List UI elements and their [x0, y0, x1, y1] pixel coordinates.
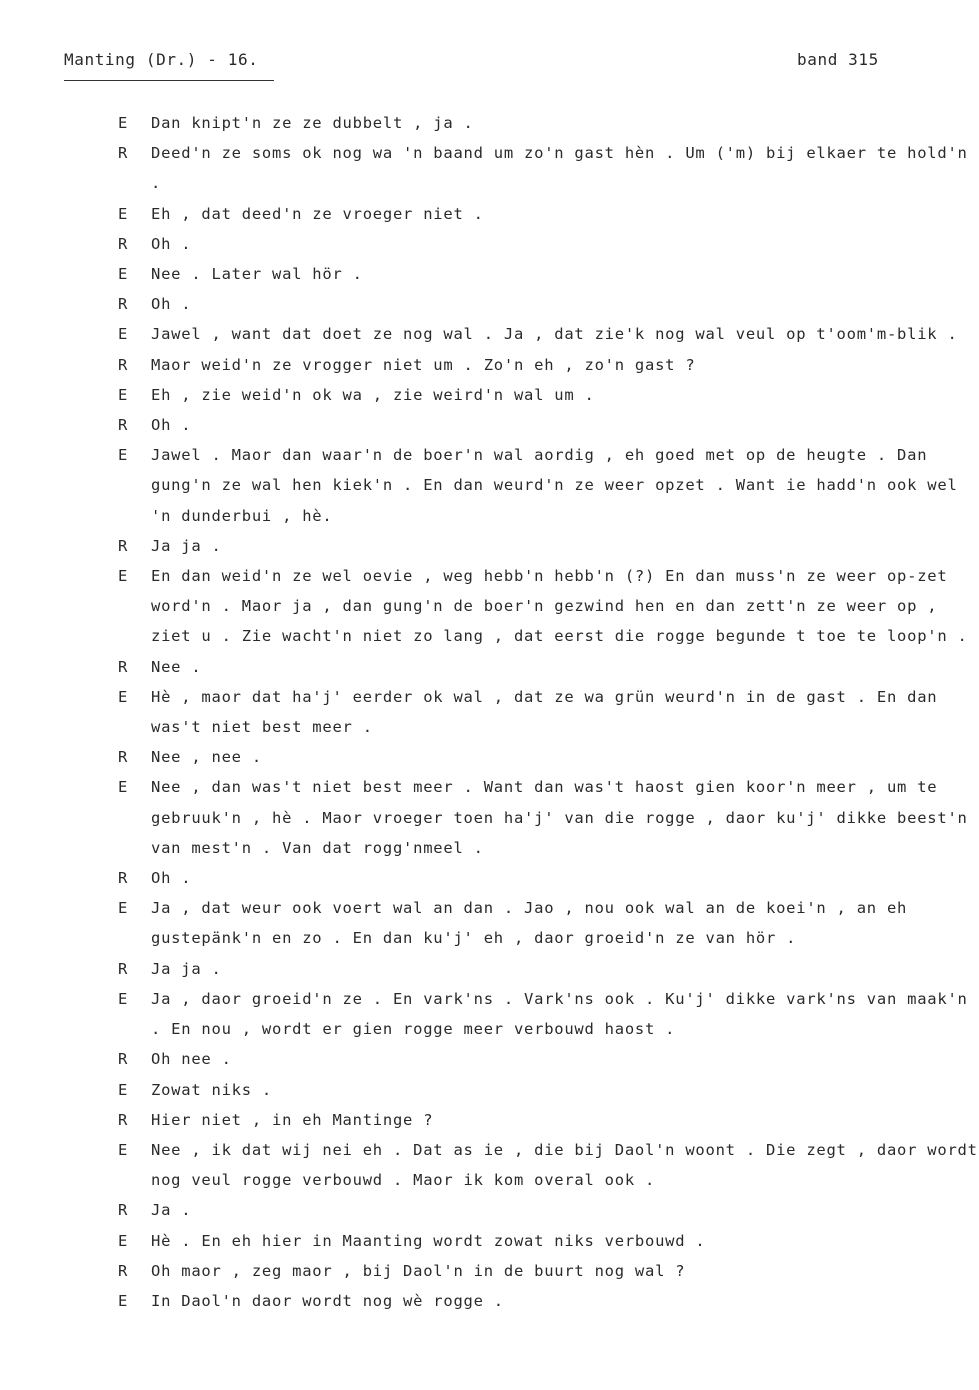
speaker-label: R [118, 1050, 129, 1069]
utterance-text: Hè . En eh hier in Maanting wordt zowat niks verbouwd . [151, 1231, 706, 1250]
speaker-label: E [118, 446, 129, 465]
utterance [118, 380, 978, 410]
speaker-label: E [118, 687, 129, 706]
utterance [118, 138, 978, 198]
utterance-text: Oh maor , zeg maor , bij Daol'n in de buurt nog wal ? [151, 1261, 686, 1280]
speaker-label: R [118, 536, 129, 555]
utterance-text: Oh . [151, 295, 192, 314]
page-header [64, 50, 894, 84]
utterance-text: Oh . [151, 234, 192, 253]
utterance [118, 108, 978, 138]
speaker-label: E [118, 778, 129, 797]
speaker-label: E [118, 1231, 129, 1250]
utterance [118, 289, 978, 319]
utterance [118, 772, 978, 863]
utterance [118, 1135, 978, 1195]
utterance-text: Nee . Later wal hör . [151, 265, 363, 284]
speaker-label: R [118, 144, 129, 163]
utterance [118, 652, 978, 682]
speaker-label: E [118, 1140, 129, 1159]
speaker-label: E [118, 1080, 129, 1099]
utterance-text: Maor weid'n ze vrogger niet um . Zo'n eh , zo'n gast ? [151, 355, 696, 374]
utterance-text: Ja . [151, 1201, 192, 1220]
utterance [118, 199, 978, 229]
speaker-label: R [118, 869, 129, 888]
utterance-text: Jawel . Maor dan waar'n de boer'n wal aordig , eh goed met op de heugte . Dan gung'n ze wal hen kiek'n . En dan weurd'n ze weer opzet . Want ie hadd'n ook wel 'n dunderbui , hè. [151, 446, 958, 525]
utterance-text: Nee . [151, 657, 202, 676]
utterance [118, 742, 978, 772]
utterance-text: Zowat niks . [151, 1080, 272, 1099]
speaker-label: E [118, 325, 129, 344]
speaker-label: E [118, 114, 129, 132]
utterance [118, 984, 978, 1044]
speaker-label: R [118, 657, 129, 676]
utterance-text: Dan knipt'n ze ze dubbelt , ja . [151, 114, 474, 132]
utterance-text: In Daol'n daor wordt nog wè rogge . [151, 1291, 504, 1310]
utterance-text: Ja ja . [151, 959, 222, 978]
speaker-label: E [118, 204, 129, 223]
speaker-label: R [118, 1110, 129, 1129]
speaker-label: R [118, 295, 129, 314]
utterance [118, 1105, 978, 1135]
speaker-label: R [118, 355, 129, 374]
utterance [118, 1286, 978, 1316]
transcript-body [118, 108, 978, 1316]
utterance [118, 1044, 978, 1074]
utterance [118, 1226, 978, 1256]
utterance-text: Nee , nee . [151, 748, 262, 767]
utterance [118, 561, 978, 652]
utterance-text: Hier niet , in eh Mantinge ? [151, 1110, 434, 1129]
utterance-text: Nee , dan was't niet best meer . Want dan was't haost gien koor'n meer , um te gebruuk'n , hè . Maor vroeger toen ha'j' van die rogge , daor ku'j' dikke beest'n van mest'n . Van dat rogg'nmeel . [151, 778, 968, 857]
speaker-label: R [118, 416, 129, 435]
utterance-text: Ja ja . [151, 536, 222, 555]
utterance-text: Eh , zie weid'n ok wa , zie weird'n wal um . [151, 385, 595, 404]
utterance-text: Jawel , want dat doet ze nog wal . Ja , dat zie'k nog wal veul op t'oom'm-blik . [151, 325, 958, 344]
utterance-text: Oh . [151, 416, 192, 435]
utterance-text: Oh nee . [151, 1050, 232, 1069]
utterance-text: Nee , ik dat wij nei eh . Dat as ie , die bij Daol'n woont . Die zegt , daor wordt nog veul rogge verbouwd . Maor ik kom overal ook . [151, 1140, 978, 1190]
utterance-text: En dan weid'n ze wel oevie , weg hebb'n hebb'n (?) En dan muss'n ze weer op-zet word'n . Maor ja , dan gung'n de boer'n gezwind hen en dan zett'n ze weer op , ziet u . Zie wacht'n niet zo lang , dat eerst die rogge begunde t toe te loop'n . [151, 567, 968, 646]
speaker-label: E [118, 385, 129, 404]
speaker-label: E [118, 1291, 129, 1310]
title-underline [64, 80, 274, 81]
speaker-label: R [118, 1201, 129, 1220]
utterance [118, 1256, 978, 1286]
utterance [118, 531, 978, 561]
utterance [118, 410, 978, 440]
utterance-text: Ja , daor groeid'n ze . En vark'ns . Vark'ns ook . Ku'j' dikke vark'ns van maak'n . En nou , wordt er gien rogge meer verbouwd haost . [151, 989, 968, 1039]
speaker-label: E [118, 265, 129, 284]
speaker-label: E [118, 989, 129, 1008]
band-number: band 315 [797, 50, 879, 69]
speaker-label: R [118, 959, 129, 978]
utterance [118, 1195, 978, 1225]
speaker-label: E [118, 899, 129, 918]
utterance [118, 1075, 978, 1105]
utterance-text: Ja , dat weur ook voert wal an dan . Jao , nou ook wal an de koei'n , an eh gustepänk'n en zo . En dan ku'j' eh , daor groeid'n ze van hör . [151, 899, 908, 948]
utterance [118, 954, 978, 984]
utterance [118, 350, 978, 380]
utterance-text: Oh . [151, 869, 192, 888]
utterance [118, 682, 978, 742]
utterance-text: Eh , dat deed'n ze vroeger niet . [151, 204, 484, 223]
utterance [118, 893, 978, 953]
speaker-label: R [118, 748, 129, 767]
utterance-text: Deed'n ze soms ok nog wa 'n baand um zo'n gast hèn . Um ('m) bij elkaer te hold'n . [151, 144, 968, 193]
utterance [118, 319, 978, 349]
utterance [118, 259, 978, 289]
utterance-text: Hè , maor dat ha'j' eerder ok wal , dat ze wa grün weurd'n in de gast . En dan was't niet best meer . [151, 687, 938, 737]
speaker-label: R [118, 1261, 129, 1280]
speaker-label: E [118, 567, 129, 586]
speaker-label: R [118, 234, 129, 253]
utterance [118, 440, 978, 531]
page-title: Manting (Dr.) - 16. [64, 50, 259, 69]
utterance [118, 863, 978, 893]
utterance [118, 229, 978, 259]
